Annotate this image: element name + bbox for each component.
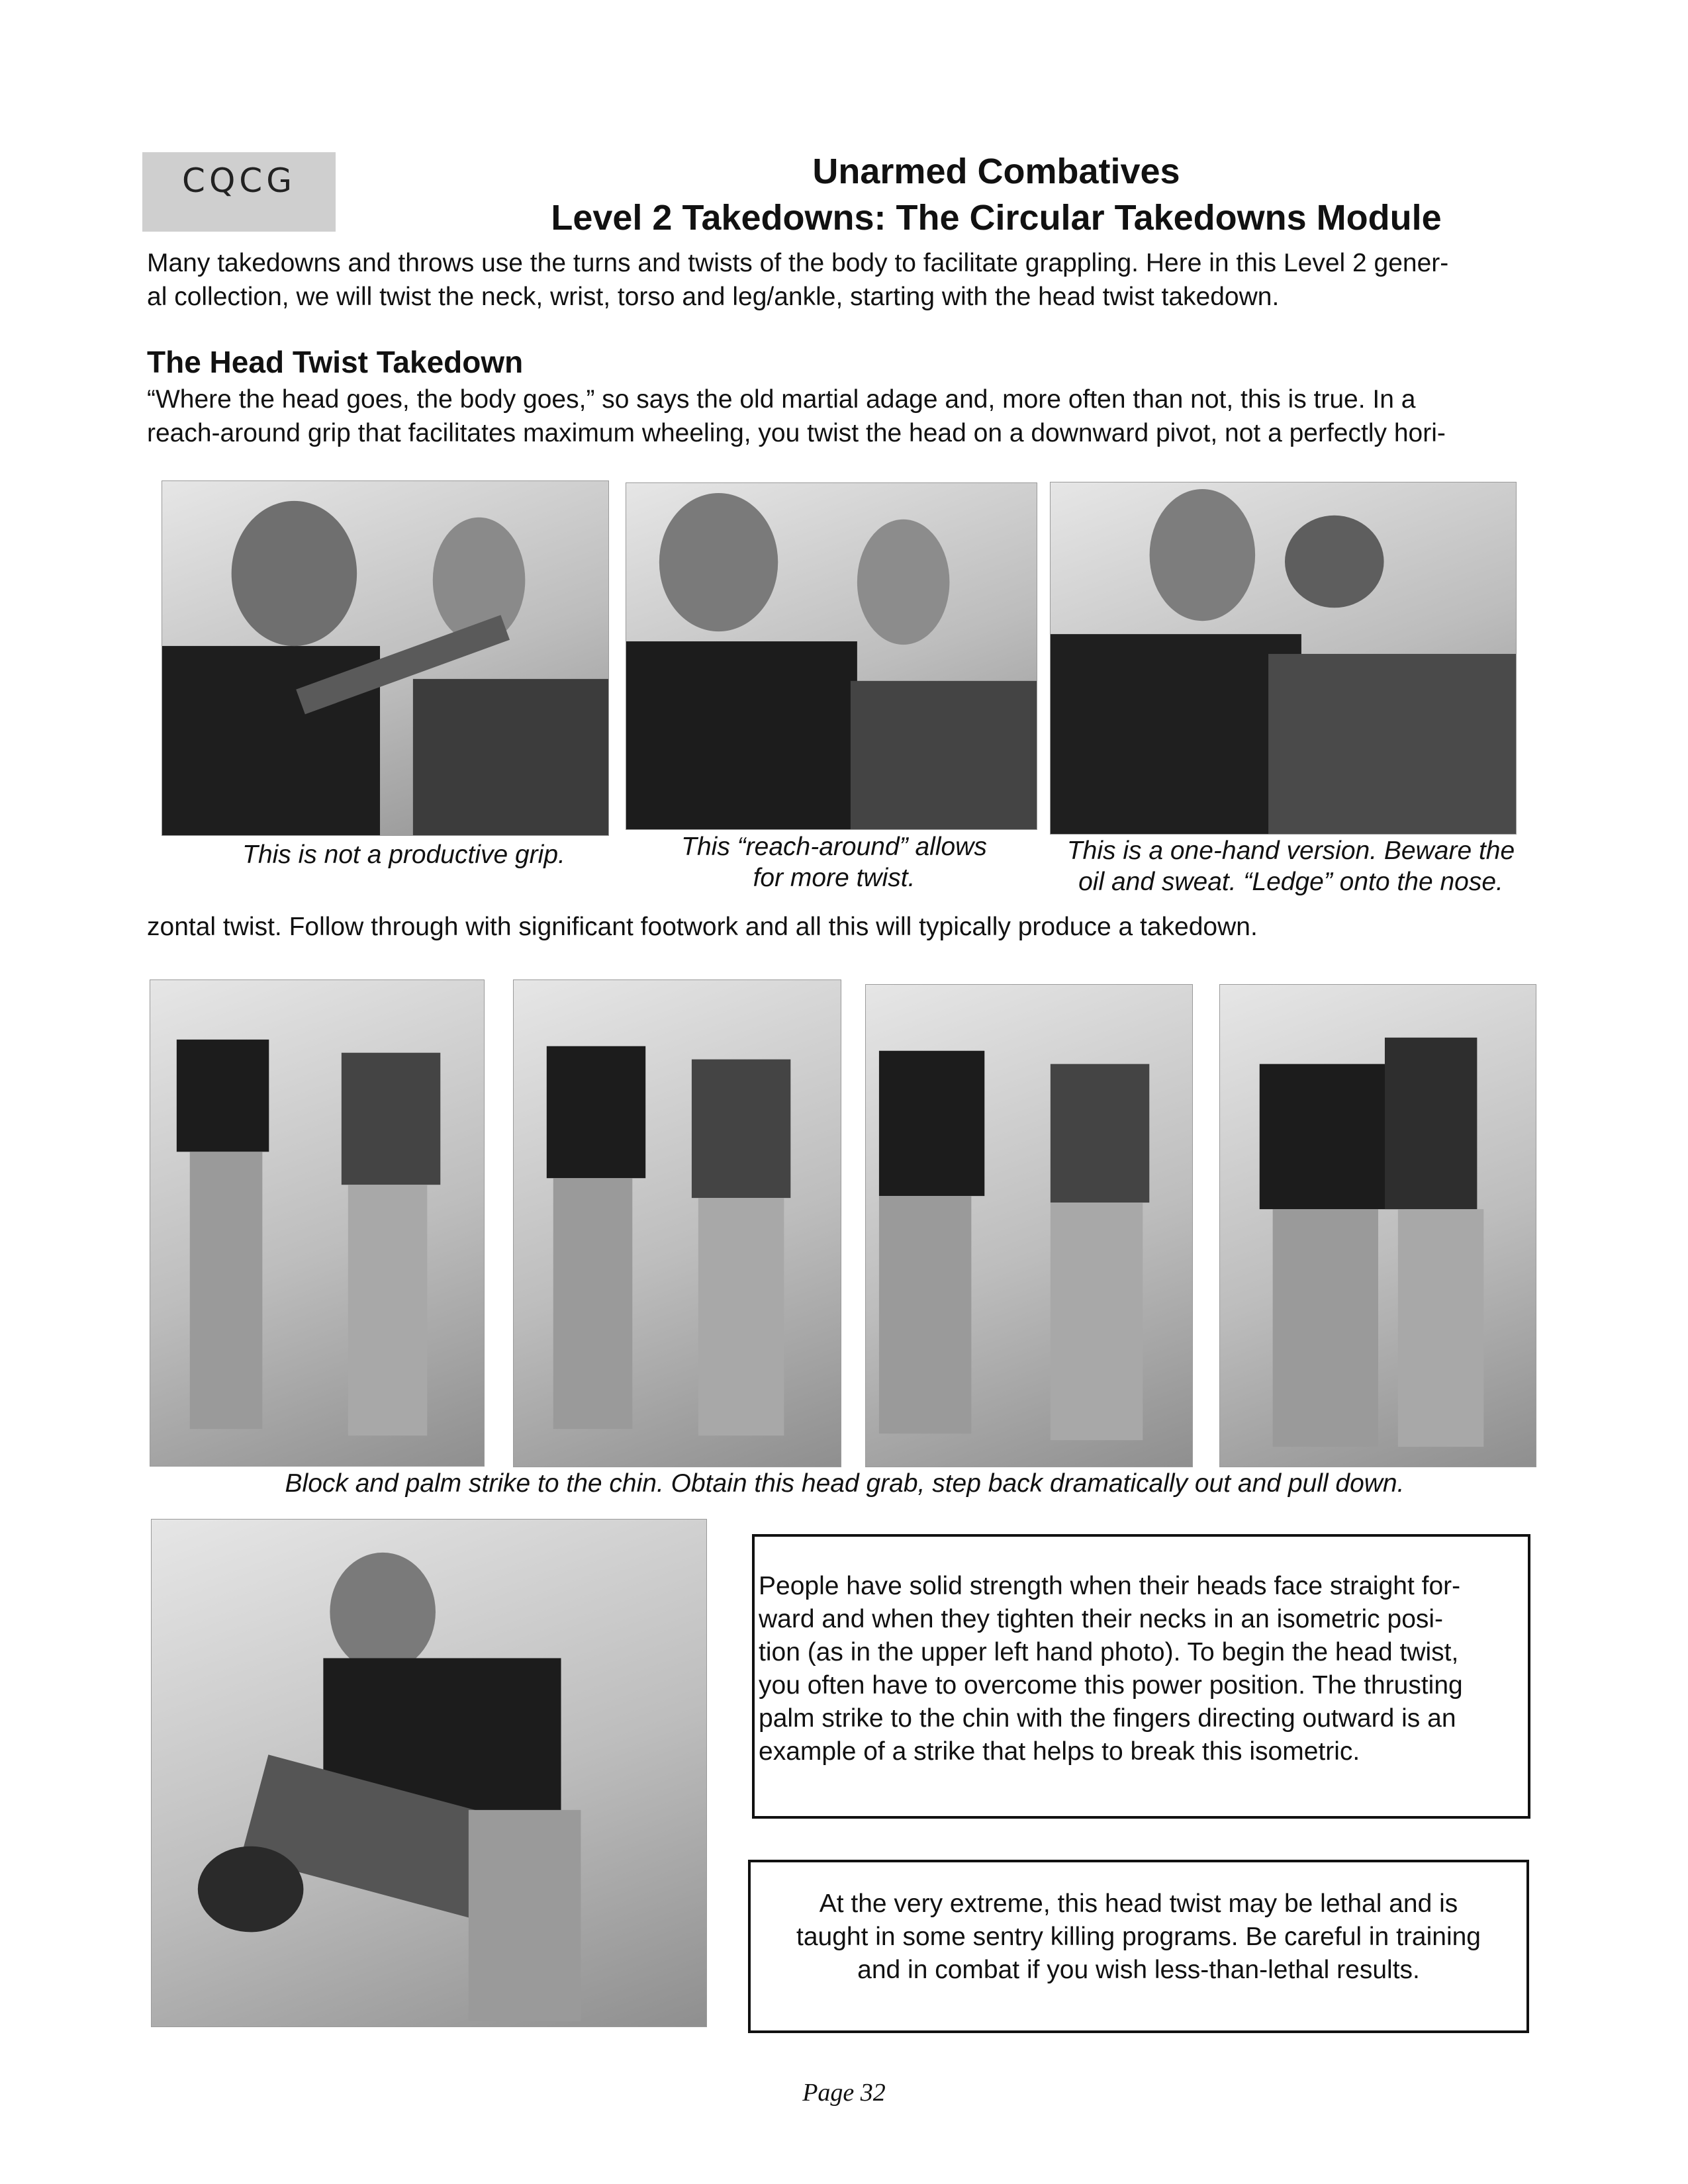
intro-line: Many takedowns and throws use the turns and twists of the body to facilitate grappling. Here in this Level 2 gener- — [147, 249, 1449, 277]
section-heading: The Head Twist Takedown — [147, 345, 524, 379]
sequence-photo-2 — [513, 979, 841, 1467]
caption-grip-2 — [619, 831, 1049, 893]
callout-line: tion (as in the upper left hand photo). To begin the head twist, — [759, 1638, 1459, 1666]
photo-head-twist-takedown — [151, 1519, 707, 2027]
photo-grip-1 — [162, 480, 609, 836]
paragraph-line: “Where the head goes, the body goes,” so says the old martial adage and, more often than not, this is true. In a — [147, 385, 1416, 414]
caption-line: oil and sweat. “Ledge” onto the nose. — [1078, 868, 1503, 896]
callout-line: At the very extreme, this head twist may be lethal and is — [819, 1889, 1458, 1918]
sequence-photo-3 — [865, 984, 1193, 1467]
caption-grip-3 — [1043, 835, 1539, 897]
sequence-photo-4 — [1219, 984, 1536, 1467]
photo-grip-2 — [626, 482, 1037, 830]
callout-line: taught in some sentry killing programs. Be careful in training — [796, 1923, 1481, 1951]
caption-line: This is not a productive grip. — [242, 841, 565, 869]
body-paragraph-continued — [147, 910, 1550, 944]
callout-line: and in combat if you wish less-than-lethal results. — [857, 1956, 1420, 1984]
callout-line: ward and when they tighten their necks in an isometric posi- — [759, 1605, 1444, 1633]
callout-line: example of a strike that helps to break this isometric. — [759, 1737, 1360, 1766]
callout-line: palm strike to the chin with the fingers directing outward is an — [759, 1704, 1456, 1733]
sequence-photo-1 — [150, 979, 485, 1467]
callout-box-warning — [748, 1860, 1529, 2033]
sequence-caption: Block and palm strike to the chin. Obtain this head grab, step back dramatically out and pull down. — [285, 1469, 1405, 1498]
intro-paragraph — [147, 246, 1550, 314]
logo-text: CQCG — [182, 161, 296, 200]
paragraph-line: reach-around grip that facilitates maximum wheeling, you twist the head on a downward pivot, not a perfectly hori- — [147, 419, 1446, 447]
intro-line: al collection, we will twist the neck, wrist, torso and leg/ankle, starting with the head twist takedown. — [147, 283, 1280, 311]
page-number: Page 32 — [802, 2079, 886, 2107]
page-title: Unarmed Combatives — [812, 152, 1180, 191]
callout-box-isometric — [752, 1534, 1530, 1819]
callout-line: you often have to overcome this power position. The thrusting — [759, 1671, 1463, 1700]
caption-line: for more twist. — [753, 864, 915, 892]
callout-line: People have solid strength when their heads face straight for- — [759, 1572, 1461, 1600]
caption-grip-1 — [165, 839, 642, 870]
body-paragraph — [147, 383, 1550, 450]
caption-line: This “reach-around” allows — [681, 833, 987, 861]
paragraph-line: zontal twist. Follow through with significant footwork and all this will typically produce a takedown. — [147, 913, 1258, 941]
page-subtitle: Level 2 Takedowns: The Circular Takedowns Module — [551, 198, 1442, 238]
caption-line: This is a one-hand version. Beware the — [1066, 837, 1515, 865]
photo-grip-3 — [1050, 482, 1517, 835]
